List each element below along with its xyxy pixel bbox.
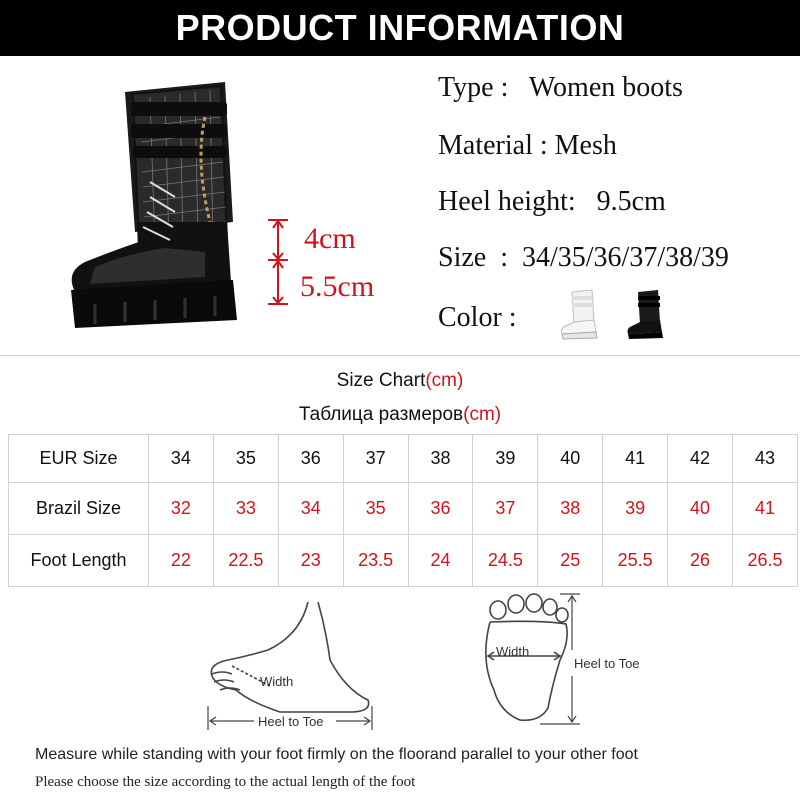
spec-color: Color : [438, 302, 517, 333]
table-row-brazil [9, 483, 798, 535]
size-chart-title-text: Size Chart [336, 370, 426, 391]
table-cell: 41 [603, 435, 668, 483]
table-cell: 25.5 [603, 535, 668, 587]
spec-size: Size : 34/35/36/37/38/39 [438, 242, 729, 273]
table-cell: 35 [213, 435, 278, 483]
table-row-foot-length [9, 535, 798, 587]
heel-measurement [262, 218, 402, 308]
top-length-label: Heel to Toe [574, 656, 640, 671]
size-chart-title-ru [0, 404, 800, 426]
table-row-eur [9, 435, 798, 483]
foot-measure-diagrams [0, 590, 800, 740]
table-cell: 34 [149, 435, 214, 483]
table-cell: 36 [278, 435, 343, 483]
table-cell: 41 [733, 483, 798, 535]
side-length-label: Heel to Toe [258, 714, 324, 729]
table-cell: 39 [473, 435, 538, 483]
table-cell: 23 [278, 535, 343, 587]
table-cell: 24 [408, 535, 473, 587]
table-cell: 40 [538, 435, 603, 483]
table-cell: 37 [343, 435, 408, 483]
table-cell: 35 [343, 483, 408, 535]
table-cell: 37 [473, 483, 538, 535]
table-cell: 22 [149, 535, 214, 587]
table-cell: 38 [538, 483, 603, 535]
table-cell: 34 [278, 483, 343, 535]
table-cell: 36 [408, 483, 473, 535]
table-cell: 22.5 [213, 535, 278, 587]
color-option-black[interactable] [624, 288, 668, 340]
row-label: Brazil Size [9, 483, 149, 535]
size-table [8, 434, 798, 587]
table-cell: 33 [213, 483, 278, 535]
spec-type: Type : Women boots [438, 72, 683, 103]
measure-bracket-icon [262, 218, 302, 308]
heel-height-label: 5.5cm [300, 270, 375, 303]
size-instruction: Please choose the size according to the actual length of the foot [35, 774, 416, 790]
table-cell: 26 [668, 535, 733, 587]
table-cell: 39 [603, 483, 668, 535]
table-cell: 42 [668, 435, 733, 483]
foot-diagram-svg [0, 590, 800, 740]
table-cell: 43 [733, 435, 798, 483]
table-cell: 38 [408, 435, 473, 483]
page-title: PRODUCT INFORMATION [0, 0, 800, 56]
boot-product-image [55, 72, 255, 332]
size-chart-title [0, 370, 800, 392]
size-chart-title-ru-unit: (cm) [463, 404, 502, 425]
spec-heel-height: Heel height: 9.5cm [438, 186, 666, 217]
side-width-label: Width [260, 674, 294, 689]
row-label: Foot Length [9, 535, 149, 587]
table-cell: 25 [538, 535, 603, 587]
size-chart-title-unit: (cm) [425, 370, 464, 391]
table-cell: 23.5 [343, 535, 408, 587]
row-label: EUR Size [9, 435, 149, 483]
color-option-white[interactable] [558, 288, 602, 340]
measure-instruction: Measure while standing with your foot firmly on the floorand parallel to your other foot [35, 746, 638, 763]
top-width-label: Width [496, 644, 530, 659]
spec-material: Material : Mesh [438, 130, 617, 161]
table-cell: 26.5 [733, 535, 798, 587]
upper-height-label: 4cm [304, 222, 356, 255]
table-cell: 24.5 [473, 535, 538, 587]
size-chart-title-ru-text: Таблица размеров [298, 404, 464, 425]
foot-side-icon [211, 602, 368, 712]
size-chart [0, 355, 800, 590]
table-cell: 32 [149, 483, 214, 535]
table-cell: 40 [668, 483, 733, 535]
